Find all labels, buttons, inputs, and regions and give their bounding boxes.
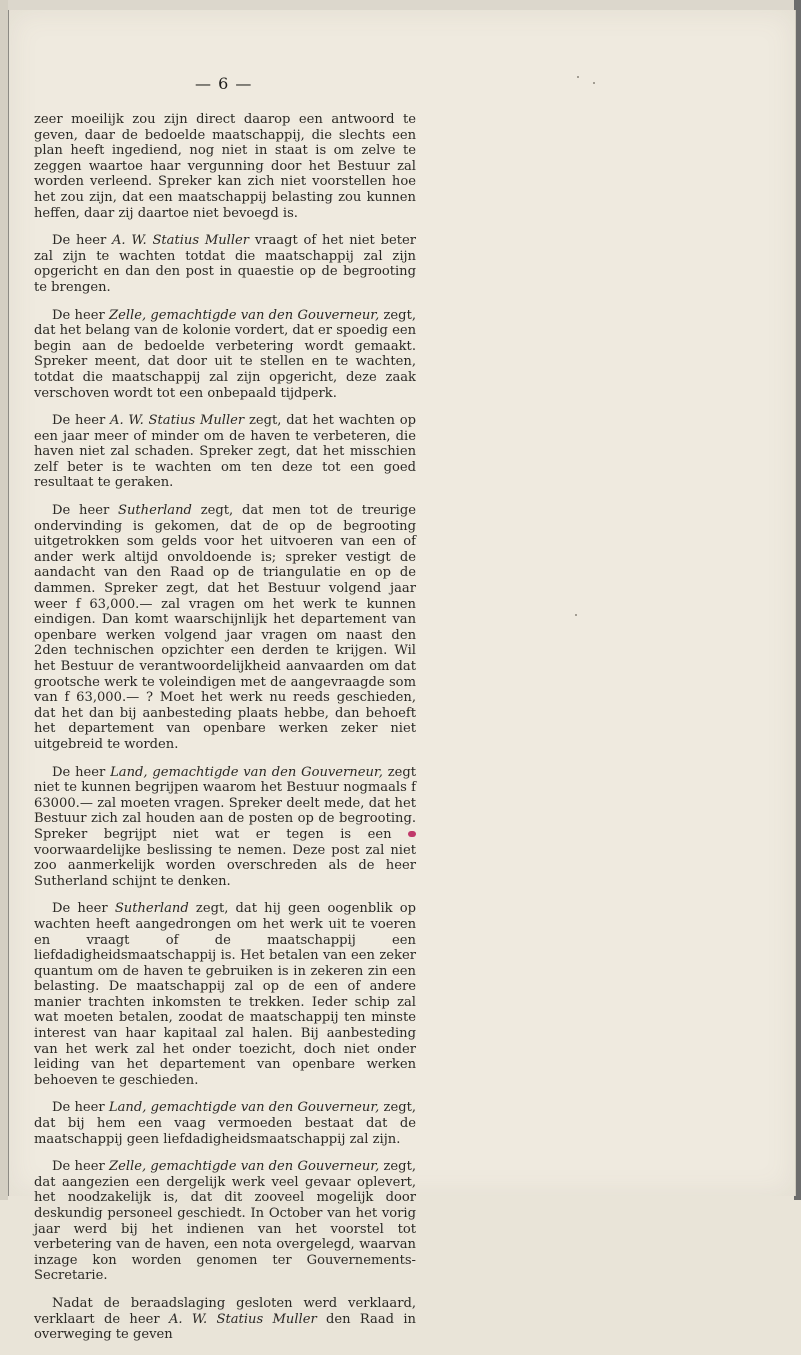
paragraph: De heer Sutherland zegt, dat men tot de treurige ondervinding is gekomen, dat de op de begrooting uitgetrokken som gelds voor het uitvoeren van een of ander werk altijd onvoldoende is; spreker vestigt de aandacht van den Raad op de triangulatie en op de dammen. Spreker zegt, dat het Bestuur volgend jaar weer f 63,000.— zal vragen om het werk te kunnen eindigen. Dan komt waarschijnlijk het departement van openbare werken volgend jaar vragen om naast den 2den technischen opzichter een derden te krijgen. Wil het Bestuur de verantwoordelijkheid aanvaarden om dat grootsche werk te voleindigen met de aangevraagde som van f 63,000.— ? Moet het werk nu reeds geschieden, dat het dan bij aanbesteding plaats hebbe, dan behoeft het departement van openbare werken zeker niet uitgebreid te worden. [34, 503, 416, 752]
speck [593, 82, 595, 84]
page-number: — 6 — [195, 74, 253, 93]
speaker-name: Sutherland [118, 503, 192, 519]
scan-top-margin [8, 0, 794, 10]
speaker-name: Zelle, gemachtigde van den Gouverneur, [108, 1159, 380, 1175]
document-body [34, 112, 416, 1355]
paragraph: De heer Sutherland zegt, dat hij geen oogenblik op wachten heeft aangedrongen om het werk uit te voeren en vraagt of de maatschappij een liefdadigheidsmaatschappij is. Het betalen van een zeker quantum om de haven te gebruiken is in zekeren zin een belasting. De maatschappij zal op de een of andere manier trachten inkomsten te trekken. Ieder schip zal wat moeten betalen, zoodat de maatschappij ten minste interest van haar kapitaal zal halen. Bij aanbesteding van het werk zal het onder toezicht, doch niet onder leiding van het departement van openbare werken behoeven te geschieden. [34, 901, 417, 1088]
speaker-name: A. W. Statius Muller [110, 413, 245, 429]
paragraph: De heer A. W. Statius Muller vraagt of het niet beter zal zijn te wachten totdat die maatschappij zal zijn opgericht en dan den post in quaestie op de begrooting te brengen. [34, 233, 416, 295]
speck [577, 76, 579, 78]
paragraph: De heer Land, gemachtigde van den Gouverneur, zegt niet te kunnen begrijpen waarom het Bestuur nogmaals f 63000.— zal moeten vragen. Spreker deelt mede, dat het Bestuur zich zal houden aan de posten op de begrooting. Spreker begrijpt niet wat er tegen is een voorwaardelijke beslissing te nemen. Deze post zal niet zoo aanmerkelijk worden overschreden als de heer Sutherland schijnt te denken. [34, 764, 416, 889]
paragraph: De heer Land, gemachtigde van den Gouverneur, zegt, dat bij hem een vaag vermoeden bestaat dat de maatschappij geen liefdadigheidsmaatschappij zal zijn. [34, 1100, 417, 1147]
speaker-name: Land, gemachtigde van den Gouverneur, [108, 1100, 380, 1116]
paragraph: De heer Zelle, gemachtigde van den Gouverneur, zegt, dat het belang van de kolonie vordert, dat er spoedig een begin aan de bedoelde verbetering wordt gemaakt. Spreker meent, dat door uit te stellen en te wachten, totdat die maatschappij zal zijn opgericht, deze zaak verschoven wordt tot een onbepaald tijdperk. [34, 307, 416, 401]
speaker-name: Zelle, gemachtigde van den Gouverneur, [108, 307, 380, 323]
speaker-name: A. W. Statius Muller [168, 1311, 317, 1327]
paragraph: De heer A. W. Statius Muller zegt, dat het wachten op een jaar meer of minder om de haven te verbeteren, die haven niet zal schaden. Spreker zegt, dat het misschien zelf beter is te wachten om ten deze tot een goed resultaat te geraken. [34, 413, 416, 491]
ink-mark [408, 831, 416, 837]
paragraph: Nadat de beraadslaging gesloten werd verklaard, verklaart de heer A. W. Statius Muller den Raad in overweging te geven [34, 1295, 416, 1343]
speaker-name: A. W. Statius Muller [111, 233, 250, 249]
paragraph: De heer Zelle, gemachtigde van den Gouverneur, zegt, dat aangezien een dergelijk werk veel gevaar oplevert, het noodzakelijk is, dat dit zooveel mogelijk door deskundig personeel geschiedt. In October van het vorig jaar werd bij het indienen van het voorstel tot verbetering van de haven, een nota overgelegd, waarvan inzage kon worden genomen ter Gouvernements-Secretarie. [34, 1159, 416, 1284]
speck [575, 614, 577, 616]
speaker-name: Sutherland [114, 901, 189, 917]
scan-left-margin [0, 0, 8, 1200]
speaker-name: Land, gemachtigde van den Gouverneur, [110, 764, 383, 780]
paragraph-continuation: zeer moeilijk zou zijn direct daarop een antwoord te geven, daar de bedoelde maatschappij, die slechts een plan heeft ingediend, nog niet in staat is om zelve te zeggen waartoe haar vergunning door het Bestuur zal worden verleend. Spreker kan zich niet voorstellen hoe het zou zijn, dat een maatschappij belasting zou kunnen heffen, daar zij daartoe niet bevoegd is. [34, 112, 416, 221]
